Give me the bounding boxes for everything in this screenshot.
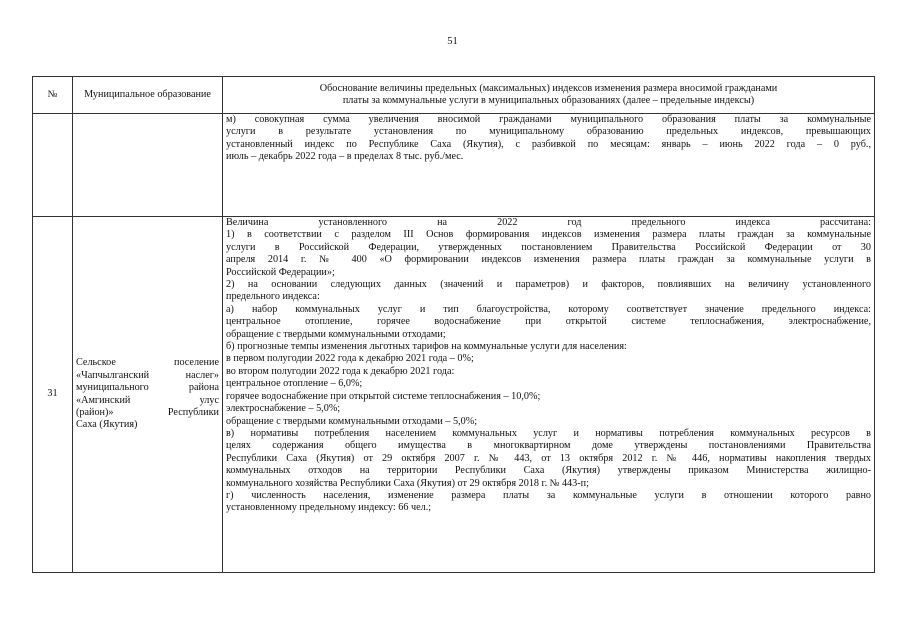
row-municipality-cell <box>73 217 223 573</box>
text-line: коммунальных отходов на территории Республики Саха (Якутия) утверждены приказом Министерства жилищно- <box>226 465 871 477</box>
text-line: предельного индекса: <box>226 291 320 303</box>
text-line: электроснабжение – 5,0%; <box>226 403 341 415</box>
header-number: № <box>33 77 73 114</box>
text-line: центральное отопление, горячее водоснабжение при открытой системе теплоснабжения, электроснабжение, <box>226 316 871 328</box>
header-justification-line: Обоснование величины предельных (максимальных) индексов изменения размера вносимой гражданами <box>319 82 778 94</box>
text-line: обращение с твердыми коммунальными отходами – 5,0%; <box>226 415 478 427</box>
row-municipality-cell <box>73 114 223 217</box>
text-line: Саха (Якутия) <box>76 419 138 431</box>
text-line: коммунального хозяйства Республики Саха (Якутия) от 29 октября 2018 г. № 443-п; <box>226 477 589 489</box>
text-line: г) численность населения, изменение размера платы за коммунальные услуги в отношении которого равно <box>226 489 871 501</box>
row-number-cell <box>33 114 73 217</box>
text-line: горячее водоснабжение при открытой системе теплоснабжения – 10,0%; <box>226 390 541 402</box>
text-line: установленный индекс по Республике Саха (Якутия), с разбивкой по месяцам: январь – июнь 2022 года – 0 руб., <box>226 138 871 150</box>
text-line: муниципального района <box>76 382 219 394</box>
text-line: центральное отопление – 6,0%; <box>226 378 363 390</box>
text-line: м) совокупная сумма увеличения вносимой гражданами муниципального образования платы за коммунальные <box>226 114 871 125</box>
table-row <box>33 217 875 573</box>
text-line: Сельское поселение <box>76 357 219 369</box>
header-municipality: Муниципальное образование <box>73 77 223 114</box>
text-line: «Чапчылганский наслег» <box>76 369 219 381</box>
table-row <box>33 114 875 217</box>
text-line: во втором полугодии 2022 года к декабрю 2021 года: <box>226 365 455 377</box>
text-line: услуги в Российской Федерации, утвержденных постановлением Правительства Российской Федерации от 30 <box>226 241 871 253</box>
text-line: «Амгинский улус <box>76 394 219 406</box>
text-line: услуги в результате установления по муниципальному образованию предельных индексов, превышающих <box>226 126 871 138</box>
text-line: 1) в соответствии с разделом III Основ формирования индексов изменения размера платы граждан за коммунальные <box>226 229 871 241</box>
municipal-index-table <box>32 76 875 573</box>
table-header-row <box>33 77 875 114</box>
text-line: а) набор коммунальных услуг и тип благоустройства, которому соответствует значение предельного индекса: <box>226 303 871 315</box>
text-line: Республики Саха (Якутия) от 29 октября 2007 г. № 443, от 13 октября 2012 г. № 446, нормативы накопления твердых <box>226 452 871 464</box>
text-line: апреля 2014 г. № 400 «О формировании индексов изменения размера платы граждан за коммунальные услуги в <box>226 254 871 266</box>
text-line: Величина установленного на 2022 год предельного индекса рассчитана: <box>226 217 871 228</box>
text-line: июль – декабрь 2022 года – в пределах 8 тыс. руб./мес. <box>226 151 464 163</box>
text-line: в) нормативы потребления населением коммунальных услуг и нормативы потребления коммунальных ресурсов в <box>226 427 871 439</box>
text-line: Российской Федерации»; <box>226 266 335 278</box>
row-justification-cell <box>223 217 875 573</box>
text-line: в первом полугодии 2022 года к декабрю 2021 года – 0%; <box>226 353 474 365</box>
row-number-cell: 31 <box>33 217 73 573</box>
page-number: 51 <box>447 36 458 47</box>
text-line: обращение с твердыми коммунальными отходами; <box>226 328 446 340</box>
text-line: целях содержания общего имущества в многоквартирном доме утверждены постановлениями Правительства <box>226 440 871 452</box>
text-line: б) прогнозные темпы изменения льготных тарифов на коммунальные услуги для населения: <box>226 341 627 353</box>
text-line: 2) на основании следующих данных (значений и параметров) и факторов, повлиявших на величину установленного <box>226 279 871 291</box>
text-line: (район)» Республики <box>76 406 219 418</box>
header-justification <box>223 77 875 114</box>
row-justification-cell <box>223 114 875 217</box>
text-line: установленному предельному индексу: 66 чел.; <box>226 502 432 514</box>
header-justification-line: платы за коммунальные услуги в муниципальных образованиях (далее – предельные индексы) <box>342 95 755 106</box>
